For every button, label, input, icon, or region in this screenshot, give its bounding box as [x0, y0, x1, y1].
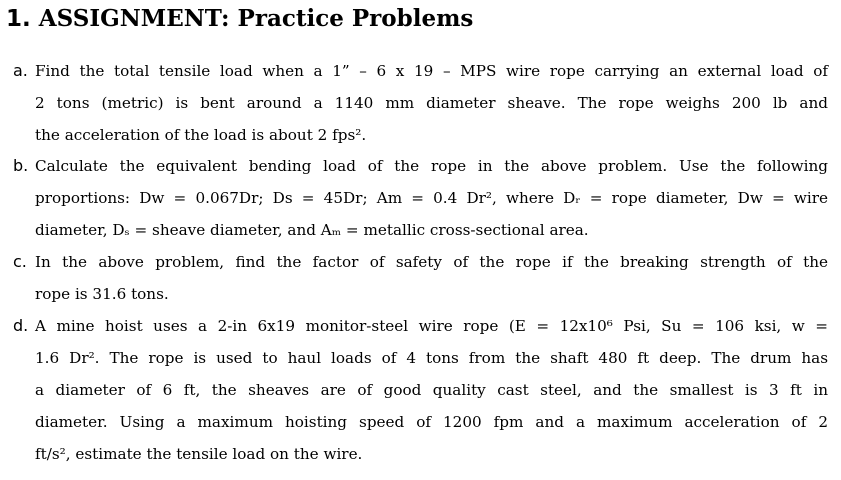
problem-c-line-2: rope is 31.6 tons.: [35, 285, 169, 303]
problem-b-label: b.: [13, 156, 29, 175]
heading-number: 1.: [6, 6, 31, 32]
problem-d-line-5: ft/s², estimate the tensile load on the wire.: [35, 445, 363, 463]
problem-b-line-2: proportions: Dᴡ = 0.067Dr; Ds = 45Dr; Am = 0.4 Dr², where Dᵣ = rope diameter, Dᴡ = wire: [35, 189, 828, 207]
problem-d-line-3: a diameter of 6 ft, the sheaves are of good quality cast steel, and the smallest is 3 ft in: [35, 381, 828, 399]
heading-title: ASSIGNMENT: Practice Problems: [38, 5, 474, 32]
problem-c-label: c.: [13, 252, 27, 271]
problem-a-label: a.: [13, 61, 28, 80]
problem-d-line-4: diameter. Using a maximum hoisting speed of 1200 fpm and a maximum acceleration of 2: [35, 413, 828, 431]
problem-a-line-3: the acceleration of the load is about 2 fps².: [35, 126, 367, 144]
problem-d-label: d.: [13, 316, 29, 335]
problem-b-line-1: Calculate the equivalent bending load of the rope in the above problem. Use the following: [35, 157, 828, 175]
problem-a-line-1: Find the total tensile load when a 1” – 6 x 19 – MPS wire rope carrying an external load of: [35, 62, 828, 80]
problem-a-line-2: 2 tons (metric) is bent around a 1140 mm diameter sheave. The rope weighs 200 lb and: [35, 94, 828, 112]
problem-c-line-1: In the above problem, find the factor of safety of the rope if the breaking strength of the: [35, 253, 828, 271]
problem-d-line-1: A mine hoist uses a 2-in 6x19 monitor-steel wire rope (E = 12x10⁶ Psi, Su = 106 ksi, w =: [35, 317, 828, 335]
problem-d-line-2: 1.6 Dr². The rope is used to haul loads of 4 tons from the shaft 480 ft deep. The drum has: [35, 349, 828, 367]
assignment-heading: [6, 4, 473, 34]
problem-b-line-3: diameter, Dₛ = sheave diameter, and Aₘ = metallic cross-sectional area.: [35, 221, 589, 239]
